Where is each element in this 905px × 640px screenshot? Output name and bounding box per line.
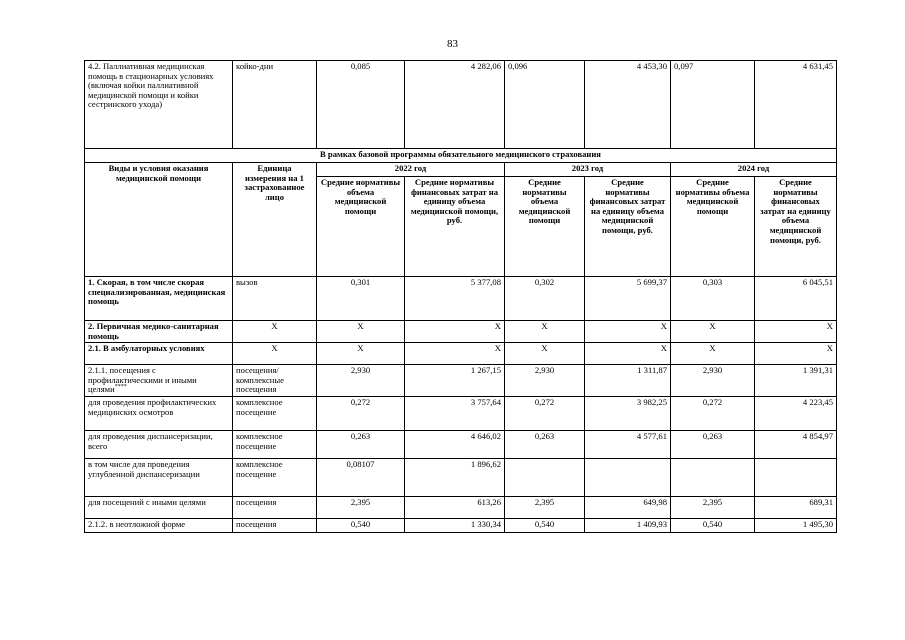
header-year-2022: 2022 год <box>317 163 505 177</box>
row-value-cell: 4 223,45 <box>755 396 837 430</box>
header-cost: Средние нормативы финансовых затрат на единицу объема медицинской помощи, руб. <box>585 177 671 277</box>
row-value-cell <box>585 458 671 496</box>
row-value-cell: 5 377,08 <box>405 277 505 321</box>
row-label <box>85 321 233 343</box>
table-row <box>85 343 837 365</box>
row-value-cell: 3 757,64 <box>405 396 505 430</box>
row-label <box>85 343 233 365</box>
page-number: 83 <box>447 38 458 50</box>
table-row <box>85 458 837 496</box>
row-value-cell: 2,395 <box>671 496 755 518</box>
row-value-cell: 613,26 <box>405 496 505 518</box>
row-label <box>85 365 233 397</box>
header-kind: Виды и условия оказания медицинской помощи <box>85 163 233 277</box>
row-unit: Х <box>233 321 317 343</box>
row-value-cell: Х <box>671 321 755 343</box>
row-value-cell: 5 699,37 <box>585 277 671 321</box>
row-value-cell: Х <box>505 321 585 343</box>
row-unit: комплексное посещение <box>233 430 317 458</box>
row-value-cell <box>671 458 755 496</box>
row-value-cell: 4 577,61 <box>585 430 671 458</box>
row-label <box>85 430 233 458</box>
row-value-cell: Х <box>585 343 671 365</box>
row-value-cell: 1 330,34 <box>405 518 505 532</box>
row-label-text: 2. Первичная медико-санитарная помощь <box>88 321 219 341</box>
row-value-cell: Х <box>755 321 837 343</box>
row-value-cell: 1 391,31 <box>755 365 837 397</box>
row-value-cell: 1 896,62 <box>405 458 505 496</box>
row-value-cell: 2,930 <box>505 365 585 397</box>
table-row <box>85 430 837 458</box>
row-value-cell: 0,263 <box>505 430 585 458</box>
row-label <box>85 496 233 518</box>
header-year-2023: 2023 год <box>505 163 671 177</box>
row-value-cell: 2,395 <box>317 496 405 518</box>
row-value-cell: 1 409,93 <box>585 518 671 532</box>
cell-2023-volume: 0,096 <box>505 61 585 149</box>
header-volume: Средние нормативы объема медицинской помощи <box>317 177 405 277</box>
row-label <box>85 277 233 321</box>
row-value-cell: 689,31 <box>755 496 837 518</box>
row-value-cell: 649,98 <box>585 496 671 518</box>
row-value-cell: 2,395 <box>505 496 585 518</box>
row-value-cell: 4 646,02 <box>405 430 505 458</box>
row-label-text: в том числе для проведения углубленной диспансеризации <box>88 458 200 479</box>
cell-2022-cost: 4 282,06 <box>405 61 505 149</box>
header-cost: Средние нормативы финансовых затрат на единицу объема медицинской помощи, руб. <box>405 177 505 277</box>
row-value-cell: 0,272 <box>317 396 405 430</box>
header-cost: Средние нормативы финансовых затрат на единицу объема медицинской помощи, руб. <box>755 177 837 277</box>
cell-2024-volume: 0,097 <box>671 61 755 149</box>
cell-2022-volume: 0,085 <box>317 61 405 149</box>
row-label-text: для проведения диспансеризации, всего <box>88 430 213 451</box>
row-value-cell: 0,08107 <box>317 458 405 496</box>
row-value-cell <box>755 458 837 496</box>
table-row <box>85 518 837 532</box>
row-value-cell: Х <box>505 343 585 365</box>
header-year-2024: 2024 год <box>671 163 837 177</box>
row-unit: посещения <box>233 496 317 518</box>
row-label: 4.2. Паллиативная медицинская помощь в стационарных условиях (включая койки паллиативной медицинской помощи и койки сестринского ухода) <box>85 61 233 149</box>
row-label-text: для проведения профилактических медицинских осмотров <box>88 396 217 417</box>
row-value-cell: Х <box>585 321 671 343</box>
row-value-cell: 0,272 <box>505 396 585 430</box>
table-row <box>85 321 837 343</box>
row-unit: вызов <box>233 277 317 321</box>
row-label-text: для посещений с иными целями <box>88 496 206 507</box>
norms-table <box>84 60 837 533</box>
row-unit: койко-дни <box>233 61 317 149</box>
row-value-cell: 1 267,15 <box>405 365 505 397</box>
row-value-cell: 0,303 <box>671 277 755 321</box>
table-row <box>85 277 837 321</box>
row-label-text: 2.1.2. в неотложной форме <box>88 518 186 529</box>
row-value-cell: Х <box>405 343 505 365</box>
row-value-cell: 3 982,25 <box>585 396 671 430</box>
row-value-cell: 6 045,51 <box>755 277 837 321</box>
row-label-text: 2.1.1. посещения с профилактическими и иными целями <box>88 365 197 395</box>
row-unit: посещения <box>233 518 317 532</box>
row-value-cell: 0,540 <box>671 518 755 532</box>
section-title: В рамках базовой программы обязательного медицинского страхования <box>85 149 837 163</box>
row-label <box>85 458 233 496</box>
table-row <box>85 396 837 430</box>
row-value-cell: 0,540 <box>317 518 405 532</box>
row-value-cell: 0,263 <box>317 430 405 458</box>
row-value-cell: 2,930 <box>671 365 755 397</box>
table-row <box>85 365 837 397</box>
row-value-cell: 1 495,30 <box>755 518 837 532</box>
row-label <box>85 396 233 430</box>
row-value-cell: Х <box>317 343 405 365</box>
header-volume: Средние нормативы объема медицинской помощи <box>671 177 755 277</box>
row-value-cell <box>505 458 585 496</box>
footnote-mark: **** <box>114 384 127 391</box>
row-value-cell: Х <box>317 321 405 343</box>
row-unit: Х <box>233 343 317 365</box>
row-value-cell: 2,930 <box>317 365 405 397</box>
row-value-cell: Х <box>755 343 837 365</box>
row-value-cell: 0,301 <box>317 277 405 321</box>
row-value-cell: 0,540 <box>505 518 585 532</box>
row-label <box>85 518 233 532</box>
row-label-text: 2.1. В амбулаторных условиях <box>88 343 205 354</box>
row-value-cell: 0,272 <box>671 396 755 430</box>
row-unit: посещения/комплексные посещения <box>233 365 317 397</box>
section-title-row <box>85 149 837 163</box>
row-unit: комплексное посещение <box>233 396 317 430</box>
header-years-row <box>85 163 837 177</box>
header-volume: Средние нормативы объема медицинской помощи <box>505 177 585 277</box>
row-label-text: 1. Скорая, в том числе скорая специализированная, медицинская помощь <box>88 277 226 307</box>
row-value-cell: 0,263 <box>671 430 755 458</box>
row-value-cell: Х <box>671 343 755 365</box>
row-value-cell: 1 311,87 <box>585 365 671 397</box>
row-value-cell: 4 854,97 <box>755 430 837 458</box>
table-row <box>85 496 837 518</box>
row-unit: комплексное посещение <box>233 458 317 496</box>
row-value-cell: Х <box>405 321 505 343</box>
header-unit: Единица измерения на 1 застрахованное лицо <box>233 163 317 277</box>
cell-2024-cost: 4 631,45 <box>755 61 837 149</box>
cell-2023-cost: 4 453,30 <box>585 61 671 149</box>
row-palliative <box>85 61 837 149</box>
row-value-cell: 0,302 <box>505 277 585 321</box>
